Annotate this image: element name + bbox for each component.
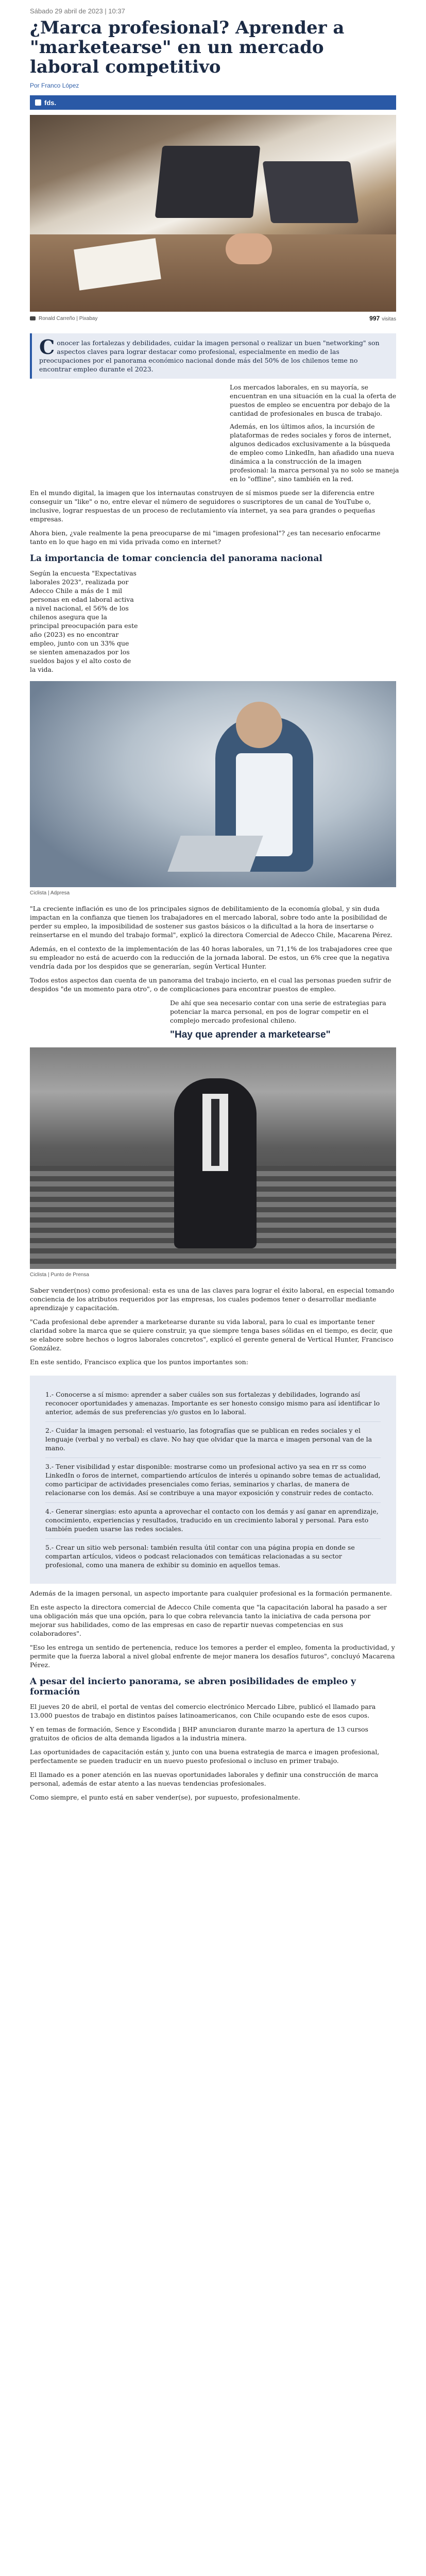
- brand-bar: [30, 95, 396, 110]
- article-title: ¿Marca profesional? Aprender a "marketearse" en un mercado laboral competitivo: [30, 18, 345, 77]
- section-heading: La importancia de tomar conciencia del panorama nacional: [30, 553, 322, 564]
- paragraph: En el mundo digital, la imagen que los internautas construyen de sí mismos puede ser la diferencia entre conseguir un "like" o no, entre elevar el número de seguidores o suscriptores de un canal de YouTube o, inclusive, lograr respuestas de un proceso de reclutamiento vía internet, ya sea para grandes o pequeñas empresas.: [30, 489, 376, 523]
- paragraph: El jueves 20 de abril, el portal de ventas del comercio electrónico Mercado Libre, publicó el llamado para 13.000 puestos de trabajo en distintos países latinoamericanos, con Chile ocupando este de esos cupos.: [30, 1703, 376, 1719]
- paragraph: Según la encuesta "Expectativas laborales 2023", realizada por Adecco Chile a más de 1 mil personas en edad laboral activa a nivel nacional, el 56% de los chilenos asegura que la principal preocupación para este año (2023) es no encontrar empleo, junto con un 33% que se sienten amenazados por los sueldos bajos y el alto costo de la vida.: [30, 569, 138, 673]
- paragraph: "La creciente inflación es uno de los principales signos de debilitamiento de la economía global, y sin duda impactan en la confianza que tienen los trabajadores en el mercado laboral, sobre todo ante la posibilidad de perder su empleo, la imposibilidad de sostener sus gastos básicos o la dificultad a la hora de insertarse o reinsertarse en el mundo del trabajo formal", explicó la directora Comercial de Adecco Chile, Macarena Pérez.: [30, 905, 393, 939]
- camera-icon: [30, 316, 36, 320]
- paragraph: Además, en los últimos años, la incursión de plataformas de redes sociales y foros de internet, algunos dedicados exclusivamente a la búsqueda de empleo como LinkedIn, han añadido una nueva dinámica a la construcción de la imagen profesional: la marca personal ya no solo se maneja en lo "offline", sino también en la red.: [230, 422, 399, 483]
- paragraph: Como siempre, el punto está en saber vender(se), por supuesto, profesionalmente.: [30, 1793, 300, 1801]
- brand-logo[interactable]: fds.: [35, 99, 56, 107]
- paragraph: Saber vender(nos) como profesional: esta es una de las claves para lograr el éxito laboral, en especial tomando conciencia de los atributos requeridos por las empresas, los cuales podemos tener o desarrollar mediante aprendizaje y capacitación.: [30, 1286, 395, 1312]
- callout-heading: "Hay que aprender a marketearse": [170, 1029, 331, 1040]
- paragraph: En este sentido, Francisco explica que los puntos importantes son:: [30, 1358, 248, 1366]
- paragraph: Los mercados laborales, en su mayoría, se encuentran en una situación en la cual la oferta de puestos de empleo se encuentra por debajo de la cantidad de profesionales en busca de trabajo.: [230, 383, 396, 417]
- view-counter: 997 visitas: [369, 315, 396, 322]
- tip-item: 4.- Generar sinergias: esto apunta a aprovechar el contacto con los demás y así ganar en aprendizaje, conocimiento, experiencias y resultados, traducido en un crecimiento laboral y personal. Para esto también pueden usarse las redes sociales.: [45, 1502, 381, 1533]
- tip-item: 2.- Cuidar la imagen personal: el vestuario, las fotografías que se publican en redes sociales y el lenguaje (verbal y no verbal) es clave. No hay que olvidar que la marca e imagen personal van de la mano.: [45, 1421, 381, 1452]
- paragraph: De ahí que sea necesario contar con una serie de estrategias para potenciar la marca personal, en pos de lograr competir en el complejo mercado profesional chileno.: [170, 999, 386, 1024]
- drop-cap: C: [39, 335, 55, 359]
- hero-image: [30, 115, 396, 312]
- paragraph: Además de la imagen personal, un aspecto importante para cualquier profesional es la formación permanente.: [30, 1589, 392, 1597]
- paragraph: "Eso les entrega un sentido de pertenencia, reduce los temores a perder el empleo, fomenta la productividad, y permite que la fuerza laboral a nivel global enfrente de mejor manera los desafíos futuros", concluyó Macarena Pérez.: [30, 1643, 395, 1669]
- article-image-2: [30, 681, 396, 887]
- image-credit: Ciclista | Adpresa: [30, 890, 70, 896]
- right-column-text: [230, 383, 400, 483]
- section-heading: A pesar del incierto panorama, se abren posibilidades de empleo y formación: [30, 1676, 356, 1697]
- image-credit-row: [30, 1269, 396, 1281]
- paragraph: El llamado es a poner atención en las nuevas oportunidades laborales y definir una construcción de marca personal, además de estar atento a las nuevas tendencias profesionales.: [30, 1771, 379, 1787]
- image-credit: Ronald Carreño | Pixabay: [39, 315, 98, 321]
- article-image-3: [30, 1047, 396, 1269]
- tip-item: 1.- Conocerse a sí mismo: aprender a saber cuáles son sus fortalezas y debilidades, logrando así reconocer oportunidades y amenazas. Importante es ser honesto consigo mismo para así identificar lo anterior, además de sus preferencias y/o gustos en lo laboral.: [45, 1391, 380, 1416]
- lead-paragraph: Conocer las fortalezas y debilidades, cuidar la imagen personal o realizar un buen "networking" son aspectos claves para lograr destacar como profesional, especialmente en medio de las preocupaciones por el panorama económico nacional donde más del 50% de los chilenos teme no encontrar empleo durante el 2023.: [30, 333, 396, 379]
- logo-square-icon: [35, 99, 41, 106]
- image-credit: Ciclista | Punto de Prensa: [30, 1272, 89, 1278]
- tip-item: 5.- Crear un sitio web personal: también resulta útil contar con una página propia en donde se compartan artículos, videos o podcast relacionados con temáticas relacionadas a su sector profesional, como una manera de exhibir su dominio en aquellos temas.: [45, 1538, 381, 1569]
- callout-block: [170, 998, 397, 1040]
- paragraph: Las oportunidades de capacitación están y, junto con una buena estrategia de marca e imagen profesional, perfectamente se pueden traducir en un nuevo puesto profesional o incluso en primer trabajo.: [30, 1748, 380, 1765]
- article-date: Sábado 29 abril de 2023 | 10:37: [30, 7, 125, 15]
- paragraph: "Cada profesional debe aprender a marketearse durante su vida laboral, para lo cual es importante tener claridad sobre la marca que se quiere construir, ya que siempre tenga bases sólidas en el tiempo, es decir, que se elabore sobre hechos o logros laborales concretos", explicó el gerente general de Vertical Hunter, Francisco González.: [30, 1318, 394, 1352]
- tips-box: [30, 1376, 396, 1584]
- tip-item: 3.- Tener visibilidad y estar disponible: mostrarse como un profesional activo ya sea en rr ss como LinkedIn o foros de internet, compartiendo artículos de interés u opinando sobre temas de actualidad, como participar de actividades presenciales como ferias, seminarios y charlas, de manera de relacionarse con los demás. Así se contribuye a una mayor exposición y construir redes de contacto.: [45, 1458, 381, 1497]
- paragraph: Y en temas de formación, Sence y Escondida | BHP anunciaron durante marzo la apertura de 13 cursos gratuitos de oficios de alta demanda ligados a la industria minera.: [30, 1725, 368, 1742]
- image-credit-row: [30, 887, 396, 899]
- image-credit-row: [30, 312, 396, 325]
- paragraph: En este aspecto la directora comercial de Adecco Chile comenta que "la capacitación laboral ha pasado a ser una obligación más que una opción, para lo que cobra relevancia tanto la iniciativa de cada persona por mejorar sus habilidades, como de las empresas en caso de repartir nuevas competencias en sus colaboradores".: [30, 1603, 387, 1637]
- paragraph: Además, en el contexto de la implementación de las 40 horas laborales, un 71,1% de los trabajadores cree que su empleador no está de acuerdo con la reducción de la jornada laboral. De estos, un 6% cree que la negativa vendría dada por los despidos que se generarían, según Vertical Hunter.: [30, 945, 393, 970]
- paragraph: Ahora bien, ¿vale realmente la pena preocuparse de mi "imagen profesional"? ¿es tan necesario enfocarme tanto en lo que hago en mi vida privada como en internet?: [30, 529, 381, 546]
- article-author[interactable]: Por Franco López: [30, 82, 79, 89]
- paragraph: Todos estos aspectos dan cuenta de un panorama del trabajo incierto, en el cual las personas pueden sufrir de despidos "de un momento para otro", o de complicaciones para encontrar puestos de empleo.: [30, 976, 391, 993]
